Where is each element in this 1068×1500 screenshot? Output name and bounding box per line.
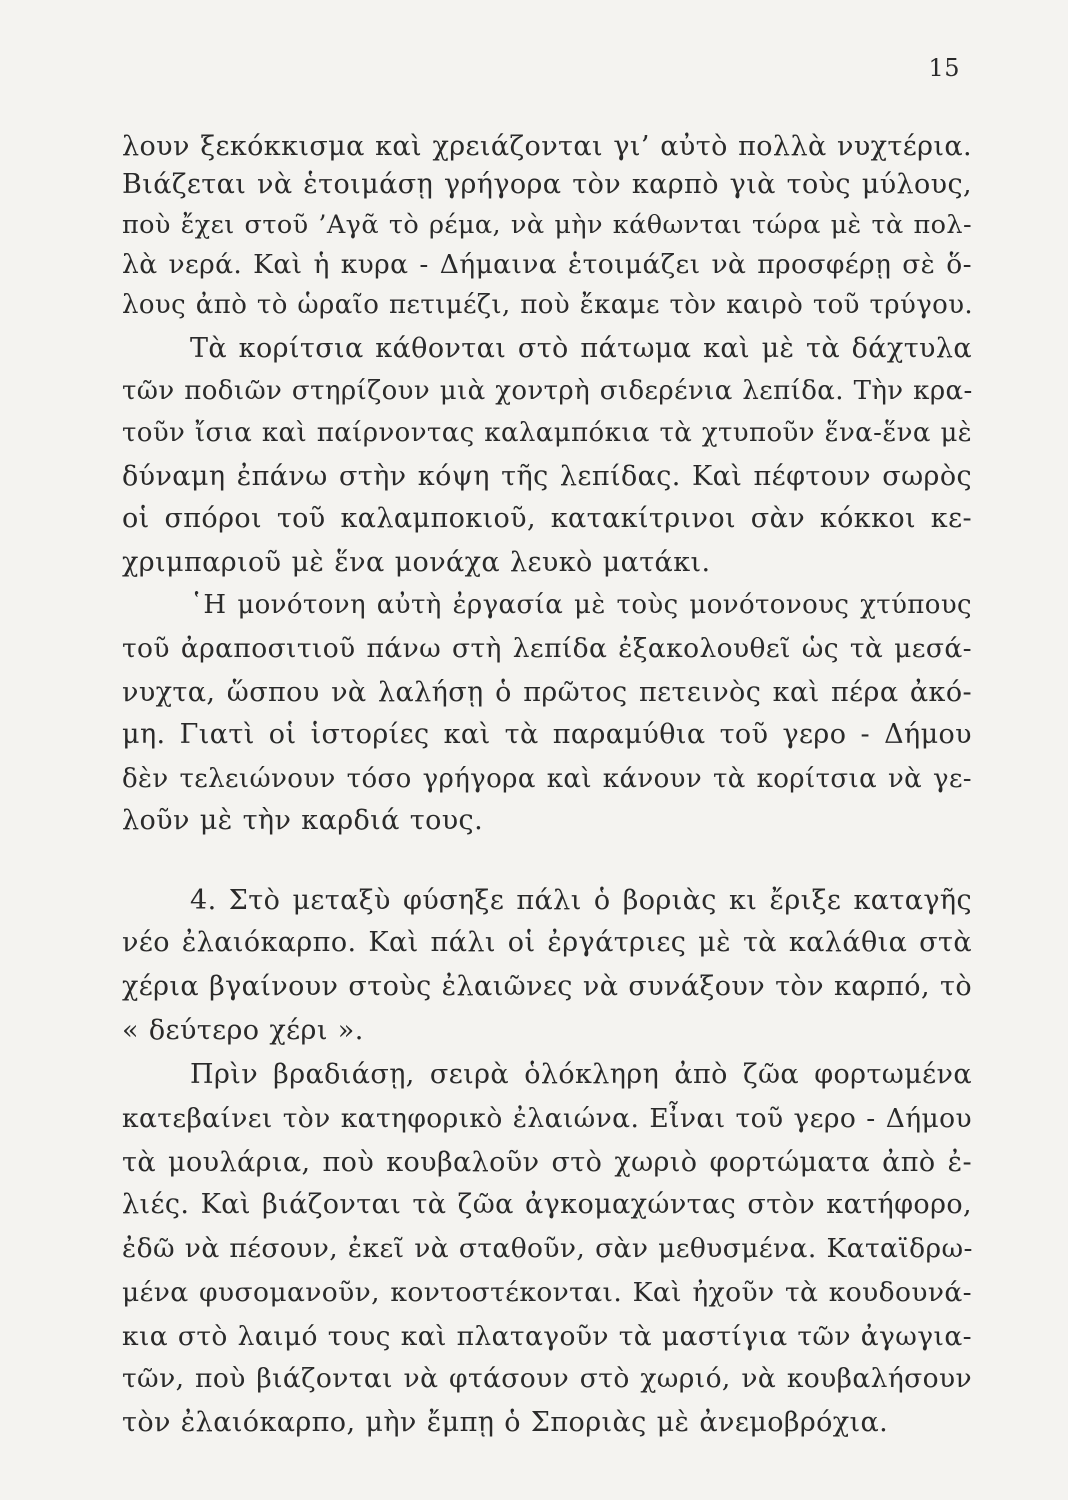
text-line: μένα φυσομανοῦν, κοντοστέκονται. Καὶ ἠχοῦν τὰ κουδουνά-: [122, 1277, 972, 1308]
text-line: Πρὶν βραδιάσῃ, σειρὰ ὁλόκληρη ἀπὸ ζῶα φορτωμένα: [190, 1059, 972, 1090]
text-line: χέρια βγαίνουν στοὺς ἐλαιῶνες νὰ συνάξουν τὸν καρπό, τὸ: [122, 971, 972, 1002]
text-line: ποὺ ἔχει στοῦ ’Αγᾶ τὸ ρέμα, νὰ μὴν κάθωνται τώρα μὲ τὰ πολ-: [122, 210, 972, 240]
text-line: Βιάζεται νὰ ἑτοιμάσῃ γρήγορα τὸν καρπὸ γιὰ τοὺς μύλους,: [122, 169, 972, 200]
text-line: λὰ νερά. Καὶ ἡ κυρα - Δήμαινα ἑτοιμάζει νὰ προσφέρῃ σὲ ὅ-: [122, 249, 972, 280]
text-line: λιές. Καὶ βιάζονται τὰ ζῶα ἀγκομαχώντας στὸν κατήφορο,: [122, 1189, 972, 1220]
text-line: δὲν τελειώνουν τόσο γρήγορα καὶ κάνουν τὰ κορίτσια νὰ γε-: [122, 764, 972, 794]
text-line: ἐδῶ νὰ πέσουν, ἐκεῖ νὰ σταθοῦν, σὰν μεθυσμένα. Καταϊδρω-: [122, 1233, 973, 1264]
text-line: Τὰ κορίτσια κάθονται στὸ πάτωμα καὶ μὲ τὰ δάχτυλα: [190, 333, 972, 364]
text-line: λουν ξεκόκκισμα καὶ χρειάζονται γι’ αὐτὸ πολλὰ νυχτέρια.: [122, 131, 972, 162]
text-line: ῾Η μονότονη αὐτὴ ἐργασία μὲ τοὺς μονότονους χτύπους: [190, 590, 972, 620]
text-line: τῶν, ποὺ βιάζονται νὰ φτάσουν στὸ χωριό, νὰ κουβαλήσουν: [122, 1363, 972, 1394]
text-line: χριμπαριοῦ μὲ ἕνα μονάχα λευκὸ ματάκι.: [122, 547, 711, 578]
text-line: δύναμη ἐπάνω στὴν κόψη τῆς λεπίδας. Καὶ πέφτουν σωρὸς: [122, 461, 972, 492]
text-line: 4. Στὸ μεταξὺ φύσηξε πάλι ὁ βοριὰς κι ἔριξε καταγῆς: [190, 885, 972, 916]
text-line: λους ἀπὸ τὸ ὡραῖο πετιμέζι, ποὺ ἔκαμε τὸν καιρὸ τοῦ τρύγου.: [122, 290, 974, 320]
page-number: 15: [928, 54, 960, 82]
text-line: τὸν ἐλαιόκαρπο, μὴν ἔμπῃ ὁ Σποριὰς μὲ ἀνεμοβρόχια.: [122, 1407, 889, 1438]
text-line: « δεύτερο χέρι ».: [122, 1015, 364, 1046]
text-line: νυχτα, ὥσπου νὰ λαλήσῃ ὁ πρῶτος πετεινὸς καὶ πέρα ἀκό-: [122, 677, 972, 708]
text-line: κατεβαίνει τὸν κατηφορικὸ ἐλαιώνα. Εἶναι τοῦ γερο - Δήμου: [122, 1103, 972, 1134]
text-line: τὰ μουλάρια, ποὺ κουβαλοῦν στὸ χωριὸ φορτώματα ἀπὸ ἐ-: [122, 1147, 972, 1178]
text-line: νέο ἐλαιόκαρπο. Καὶ πάλι οἱ ἐργάτριες μὲ τὰ καλάθια στὰ: [122, 927, 972, 958]
text-line: μη. Γιατὶ οἱ ἱστορίες καὶ τὰ παραμύθια τοῦ γερο - Δήμου: [122, 719, 972, 750]
text-line: τῶν ποδιῶν στηρίζουν μιὰ χοντρὴ σιδερένια λεπίδα. Τὴν κρα-: [122, 376, 973, 406]
text-line: τοῦ ἀραποσιτιοῦ πάνω στὴ λεπίδα ἐξακολουθεῖ ὡς τὰ μεσά-: [122, 633, 972, 664]
text-line: οἱ σπόροι τοῦ καλαμποκιοῦ, κατακίτρινοι σὰν κόκκοι κε-: [122, 503, 972, 534]
text-line: τοῦν ἴσια καὶ παίρνοντας καλαμπόκια τὰ χτυποῦν ἕνα-ἕνα μὲ: [122, 418, 973, 448]
text-line: κια στὸ λαιμό τους καὶ πλαταγοῦν τὰ μαστίγια τῶν ἀγωγια-: [122, 1321, 972, 1352]
text-line: λοῦν μὲ τὴν καρδιά τους.: [122, 805, 484, 836]
